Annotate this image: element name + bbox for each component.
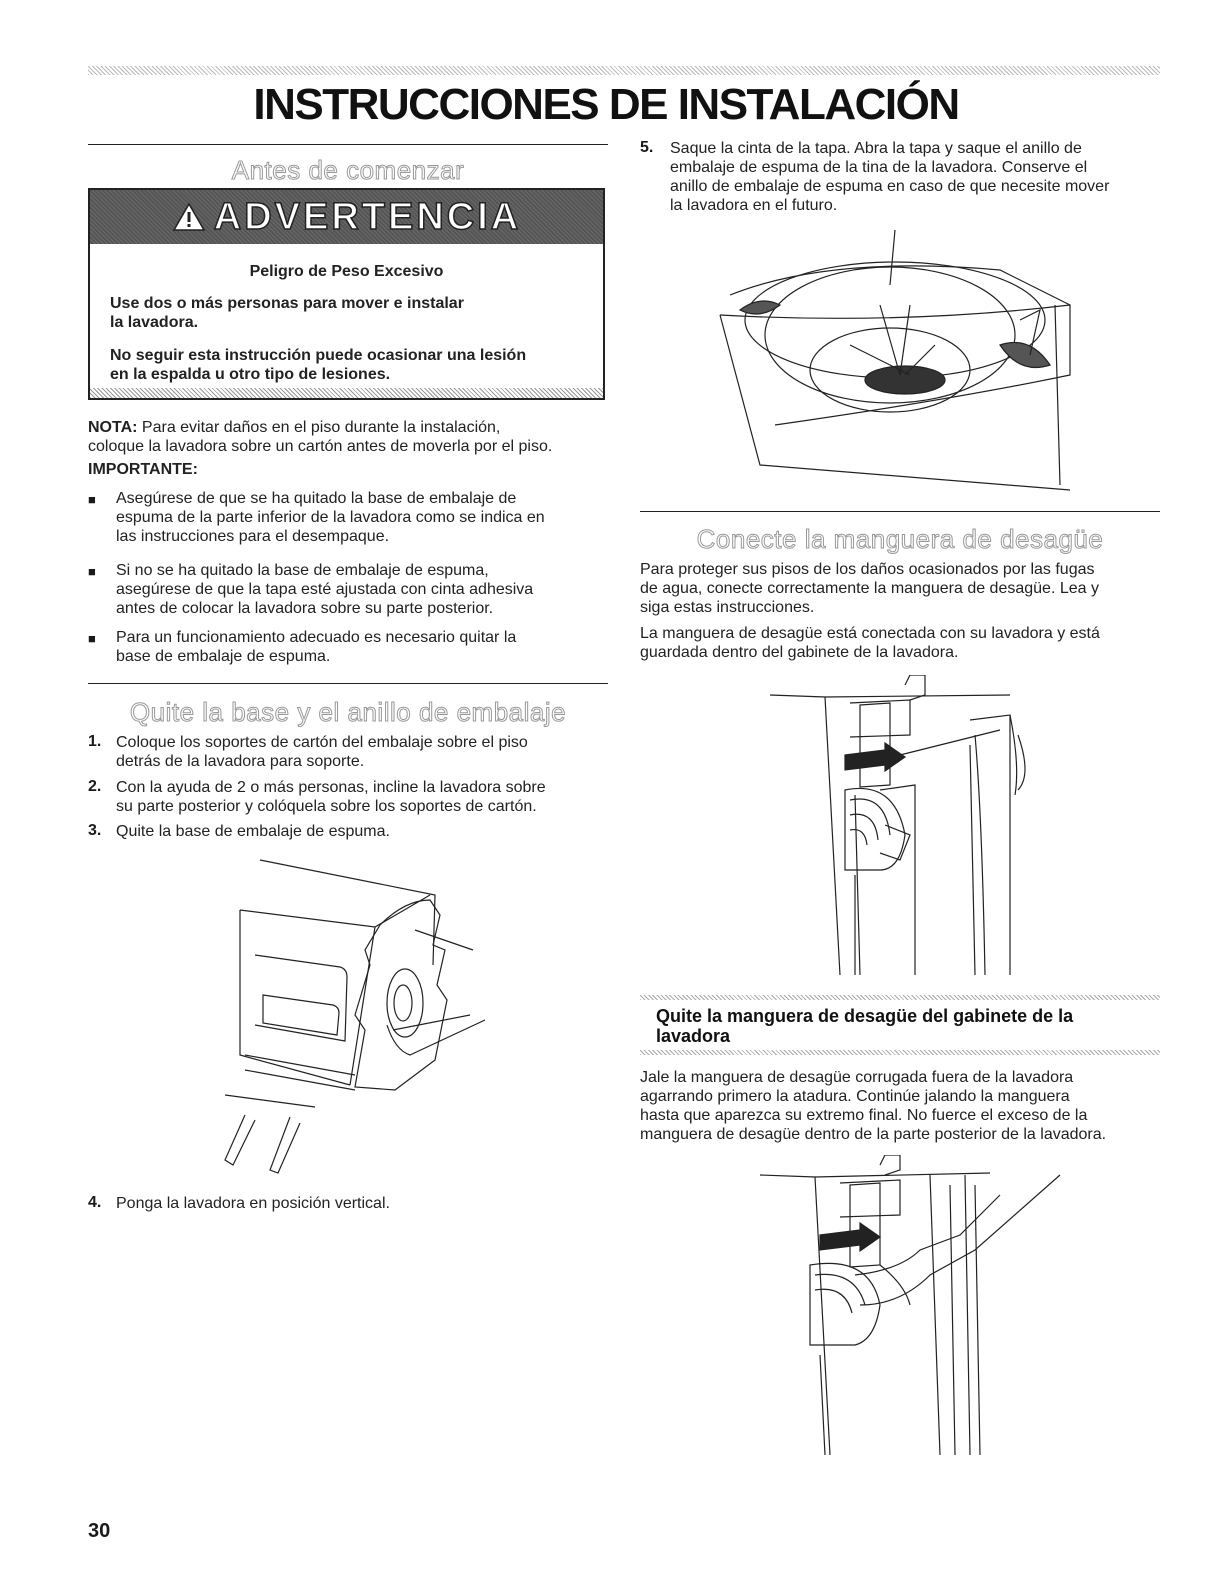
drain-hose-intro-paragraph: Para proteger sus pisos de los daños ocasionados por las fugas de agua, conecte correctamente la manguera de desagüe. Lea y siga estas instrucciones.	[640, 561, 1099, 616]
section-rule	[640, 511, 1160, 512]
section-title-antes: Antes de comenzar	[231, 155, 465, 185]
bullet-item-1: Asegúrese de que se ha quitado la base de embalaje de espuma de la parte inferior de la lavadora como se indica en las instrucciones para el desempaque.	[116, 490, 545, 545]
warning-triangle-icon	[172, 202, 206, 232]
nota-text-1: Para evitar daños en el piso durante la instalación,	[137, 419, 501, 436]
step-5-text: Saque la cinta de la tapa. Abra la tapa y saque el anillo de embalaje de espuma de la tina de la lavadora. Conserve el anillo de embalaje de espuma en caso de que necesite mover la lavadora en el futuro.	[670, 140, 1110, 214]
washer-tub-illustration	[700, 225, 1090, 495]
section-title-conecte: Conecte la manguera de desagüe	[696, 524, 1104, 554]
importante-label: IMPORTANTE:	[88, 461, 198, 478]
bullet-square: ■	[88, 631, 96, 646]
section-rule	[88, 683, 608, 684]
section-title-quite: Quite la base y el anillo de embalaje	[129, 697, 567, 727]
warning-line-2: la lavadora.	[110, 314, 199, 331]
step-1-text: Coloque los soportes de cartón del embalaje sobre el piso detrás de la lavadora para soporte.	[116, 734, 528, 770]
warning-heading: ADVERTENCIA	[213, 195, 522, 238]
subsection-band	[640, 1050, 1160, 1055]
nota-label: NOTA:	[88, 419, 138, 436]
bullet-square: ■	[88, 564, 96, 579]
step-4-text: Ponga la lavadora en posición vertical.	[116, 1195, 390, 1212]
subsection-title: Quite la manguera de desagüe del gabinete de la lavadora	[656, 1006, 1074, 1046]
warning-line-4: en la espalda u otro tipo de lesiones.	[110, 366, 391, 383]
warning-box	[88, 188, 605, 400]
step-number: 2.	[88, 778, 102, 795]
step-number: 1.	[88, 733, 102, 750]
step-number: 4.	[88, 1194, 102, 1211]
pull-hose-illustration	[760, 1155, 1070, 1460]
nota-paragraph	[88, 418, 618, 456]
warning-line-1: Use dos o más personas para mover e instalar	[110, 295, 464, 312]
warning-hazard: Peligro de Peso Excesivo	[249, 263, 444, 280]
warning-header	[90, 190, 603, 244]
top-decorative-band	[88, 66, 1160, 75]
warning-line-3: No seguir esta instrucción puede ocasionar una lesión	[110, 347, 527, 364]
tilted-washer-illustration	[215, 855, 500, 1175]
warning-bottom-band	[90, 388, 603, 398]
page-number: 30	[88, 1520, 111, 1542]
step-2-text: Con la ayuda de 2 o más personas, incline la lavadora sobre su parte posterior y colóquela sobre los soportes de cartón.	[116, 779, 546, 815]
drain-hose-location-paragraph: La manguera de desagüe está conectada con su lavadora y está guardada dentro del gabinete de la lavadora.	[640, 625, 1100, 661]
nota-text-2: coloque la lavadora sobre un cartón antes de moverla por el piso.	[88, 438, 553, 455]
section-rule	[88, 144, 608, 145]
bullet-square: ■	[88, 492, 96, 507]
subsection-band	[640, 995, 1160, 1000]
bullet-item-3: Para un funcionamiento adecuado es necesario quitar la base de embalaje de espuma.	[116, 629, 517, 665]
step-number: 3.	[88, 822, 102, 839]
washer-rear-hose-illustration	[770, 675, 1030, 980]
step-3-text: Quite la base de embalaje de espuma.	[116, 823, 390, 840]
page-title: INSTRUCCIONES DE INSTALACIÓN	[253, 80, 959, 129]
step-number: 5.	[640, 139, 654, 156]
bullet-item-2: Si no se ha quitado la base de embalaje de espuma, asegúrese de que la tapa esté ajustada con cinta adhesiva antes de colocar la lavadora sobre su parte posterior.	[116, 562, 534, 617]
pull-hose-paragraph: Jale la manguera de desagüe corrugada fuera de la lavadora agarrando primero la atadura. Continúe jalando la manguera hasta que aparezca su extremo final. No fuerce el exceso de la manguera de desagüe dentro de la parte posterior de la lavadora.	[640, 1069, 1107, 1143]
